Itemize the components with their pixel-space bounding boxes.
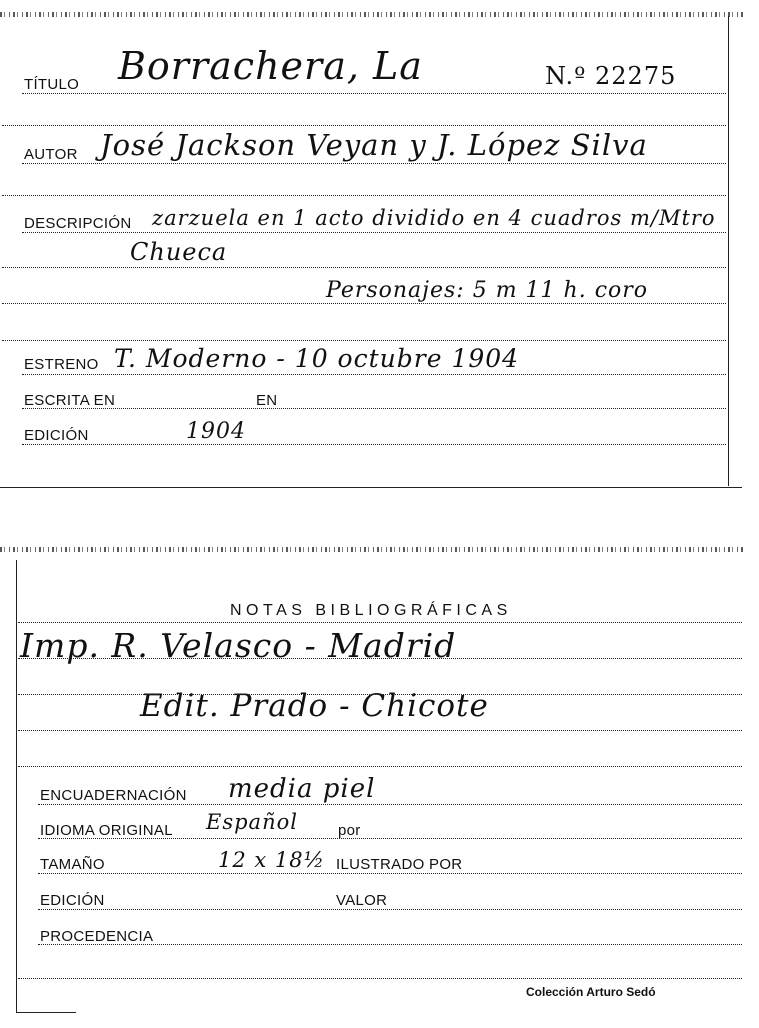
titulo-rule bbox=[22, 93, 726, 94]
idioma-label: IDIOMA ORIGINAL bbox=[40, 822, 173, 839]
descripcion-value: zarzuela en 1 acto dividido en 4 cuadros m/Mtro bbox=[152, 206, 716, 230]
encuadernacion-rule bbox=[38, 804, 742, 805]
edicion-value: 1904 bbox=[186, 419, 246, 444]
escrita-en-label: ESCRITA EN bbox=[24, 392, 116, 409]
tamano-value: 12 x 18½ bbox=[218, 848, 325, 872]
card-back-left-border bbox=[16, 560, 17, 1012]
collection-credit: Colección Arturo Sedó bbox=[526, 985, 656, 999]
edicion-rule bbox=[22, 444, 726, 445]
por-label: por bbox=[338, 822, 361, 839]
procedencia-label: PROCEDENCIA bbox=[40, 928, 154, 945]
edicion-back-label: EDICIÓN bbox=[40, 892, 105, 909]
autor-label: AUTOR bbox=[24, 146, 78, 163]
notas-heading: NOTAS BIBLIOGRÁFICAS bbox=[230, 602, 512, 619]
procedencia-rule bbox=[38, 944, 742, 945]
rule-b3 bbox=[18, 730, 742, 731]
personajes-value: Personajes: 5 m 11 h. coro bbox=[326, 278, 649, 303]
note-line-1: Imp. R. Velasco - Madrid bbox=[20, 626, 457, 665]
en-label: EN bbox=[256, 392, 278, 409]
edicion-back-rule bbox=[38, 909, 742, 910]
card-right-border bbox=[728, 16, 729, 486]
note-line-2: Edit. Prado - Chicote bbox=[140, 688, 489, 724]
tamano-label: TAMAÑO bbox=[40, 856, 105, 873]
encuadernacion-label: ENCUADERNACIÓN bbox=[40, 787, 187, 804]
idioma-value: Español bbox=[206, 810, 298, 834]
rule-4 bbox=[2, 303, 726, 304]
tamano-rule bbox=[38, 873, 742, 874]
rule-5 bbox=[2, 340, 726, 341]
idioma-rule bbox=[38, 838, 742, 839]
rule-b5 bbox=[18, 978, 742, 979]
rule-2 bbox=[2, 195, 726, 196]
estreno-label: ESTRENO bbox=[24, 356, 99, 373]
rule-3 bbox=[2, 267, 726, 268]
titulo-label: TÍTULO bbox=[24, 76, 80, 93]
escrita-rule bbox=[22, 408, 726, 409]
descripcion-value-2: Chueca bbox=[130, 238, 228, 266]
titulo-value: Borrachera, La bbox=[118, 44, 423, 88]
autor-rule bbox=[22, 163, 726, 164]
descripcion-rule bbox=[22, 232, 726, 233]
estreno-rule bbox=[22, 374, 726, 375]
catalog-number: N.º 22275 bbox=[545, 62, 677, 90]
heading-rule bbox=[18, 622, 742, 623]
autor-value: José Jackson Veyan y J. López Silva bbox=[100, 128, 648, 162]
valor-label: VALOR bbox=[336, 892, 388, 909]
rule-1 bbox=[2, 125, 726, 126]
descripcion-label: DESCRIPCIÓN bbox=[24, 215, 132, 232]
rule-b4 bbox=[18, 766, 742, 767]
card-back-top-edge bbox=[0, 547, 745, 552]
encuadernacion-value: media piel bbox=[228, 774, 376, 804]
ilustrado-por-label: ILUSTRADO POR bbox=[336, 856, 463, 873]
rule-b2 bbox=[18, 694, 742, 695]
estreno-value: T. Moderno - 10 octubre 1904 bbox=[114, 344, 520, 373]
card-bottom-edge bbox=[0, 487, 742, 488]
edicion-label: EDICIÓN bbox=[24, 427, 89, 444]
card-top-edge bbox=[0, 12, 745, 17]
card-back-bottom-edge bbox=[16, 1012, 76, 1013]
rule-b1 bbox=[18, 658, 742, 659]
